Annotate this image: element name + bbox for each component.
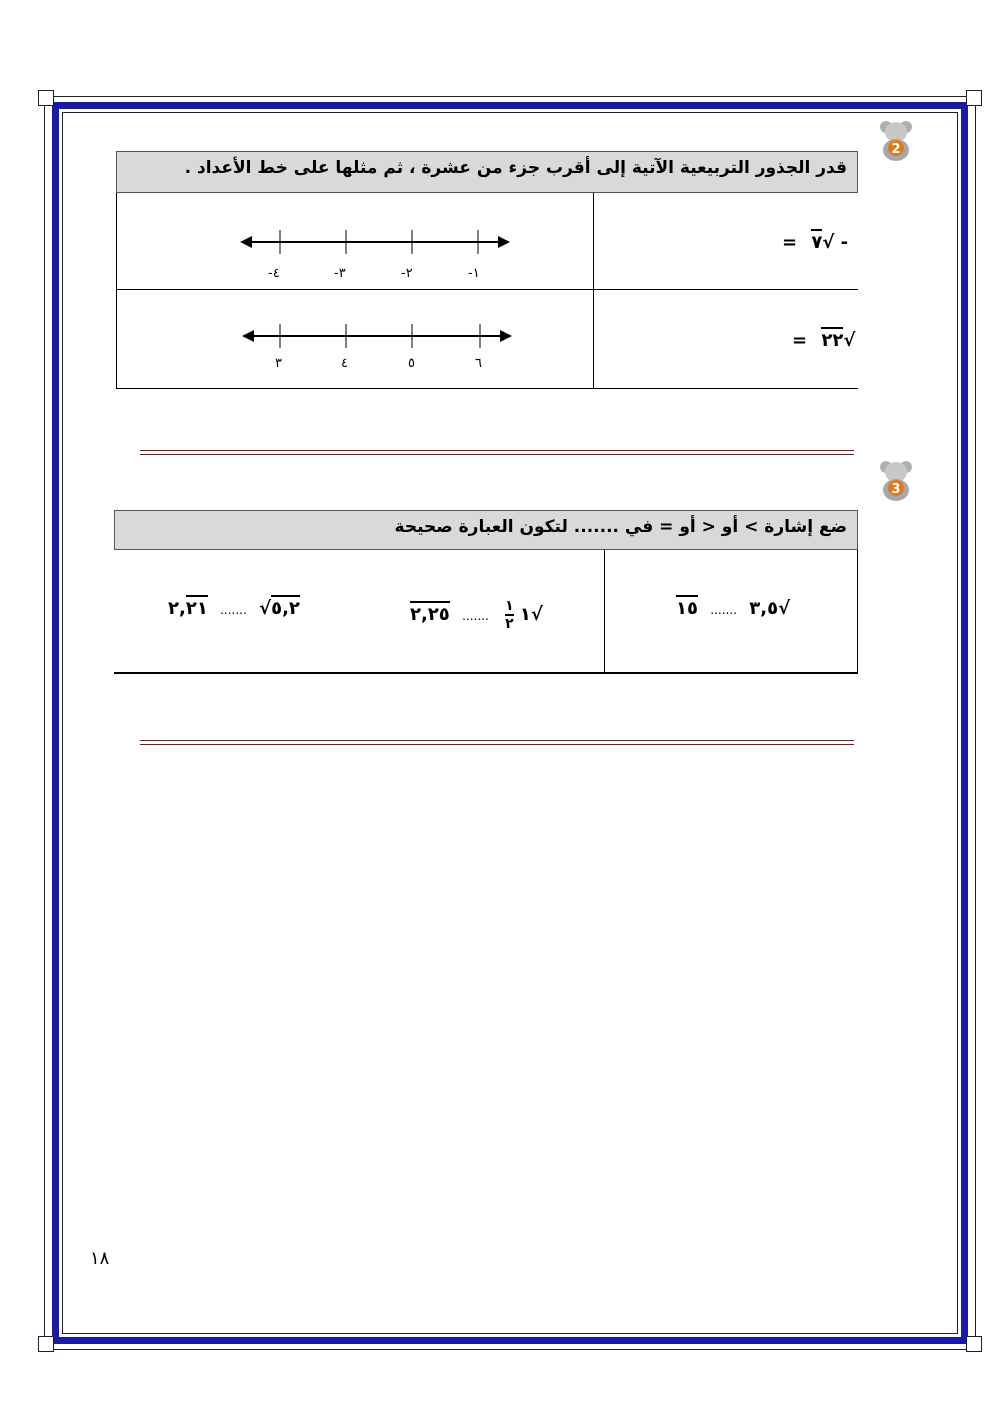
- compare-value: ٢,٢١: [168, 595, 208, 619]
- table-divider: [604, 550, 605, 674]
- radicand: ٧: [811, 229, 822, 253]
- tick-label: ٥: [408, 356, 415, 371]
- tick-label: -١: [468, 266, 480, 281]
- mixed-whole: ١: [519, 604, 531, 625]
- comparison-item-1: [676, 598, 790, 619]
- question-2-header: [116, 151, 858, 193]
- tick-label: ٦: [475, 356, 482, 371]
- question-2-instruction: قدر الجذور التربيعية الآتية إلى أقرب جزء من عشرة ، ثم مثلها على خط الأعداد .: [184, 158, 847, 178]
- sqrt-symbol: √: [259, 598, 272, 619]
- number-line-1: [240, 228, 510, 258]
- tick-label: -٣: [334, 266, 346, 281]
- corner-ornament: [38, 90, 54, 106]
- tick-label: ٤: [341, 356, 348, 371]
- radicand: ١٥: [676, 595, 698, 619]
- row-2-expression: = ٢٢√: [792, 330, 855, 351]
- section-separator: [140, 740, 854, 745]
- answer-blank: .......: [710, 603, 737, 617]
- sqrt-symbol: √: [530, 604, 543, 625]
- sqrt-symbol: √: [778, 598, 791, 619]
- question-2-table: [116, 193, 858, 389]
- corner-ornament: [38, 1336, 54, 1352]
- tick-label: -٤: [268, 266, 280, 281]
- corner-ornament: [966, 90, 982, 106]
- sqrt-symbol: √: [843, 330, 856, 351]
- teddy-bear-icon: [876, 458, 916, 502]
- table-divider: [593, 193, 594, 389]
- page-number: ١٨: [90, 1248, 110, 1269]
- row-1-expression: = ٧√ -: [782, 232, 848, 253]
- section-separator: [140, 450, 854, 455]
- comparison-item-2: [410, 598, 543, 632]
- teddy-bear-icon: [876, 118, 916, 162]
- comparison-item-3: [168, 598, 300, 619]
- repeating-digits: ٢١: [186, 595, 208, 619]
- table-divider: [116, 289, 858, 290]
- answer-blank: .......: [462, 609, 489, 623]
- compare-value: ٣,٥: [749, 598, 779, 619]
- radicand: ٥,٢: [271, 595, 300, 619]
- question-number: 2: [891, 142, 901, 157]
- tick-label: ٣: [275, 356, 282, 371]
- fraction: ١ ٢: [505, 598, 514, 632]
- number-line-2: [242, 322, 512, 352]
- question-3-header: [114, 510, 858, 550]
- corner-ornament: [966, 1336, 982, 1352]
- question-3-instruction: ضع إشارة > أو < أو = في ....... لتكون العبارة صحيحة: [394, 517, 847, 537]
- sqrt-symbol: √: [822, 232, 835, 253]
- radicand: ٢,٢٥: [410, 601, 450, 625]
- tick-label: -٢: [401, 266, 413, 281]
- radicand: ٢٢: [821, 327, 843, 351]
- question-number: 3: [891, 482, 901, 497]
- answer-blank: .......: [220, 603, 247, 617]
